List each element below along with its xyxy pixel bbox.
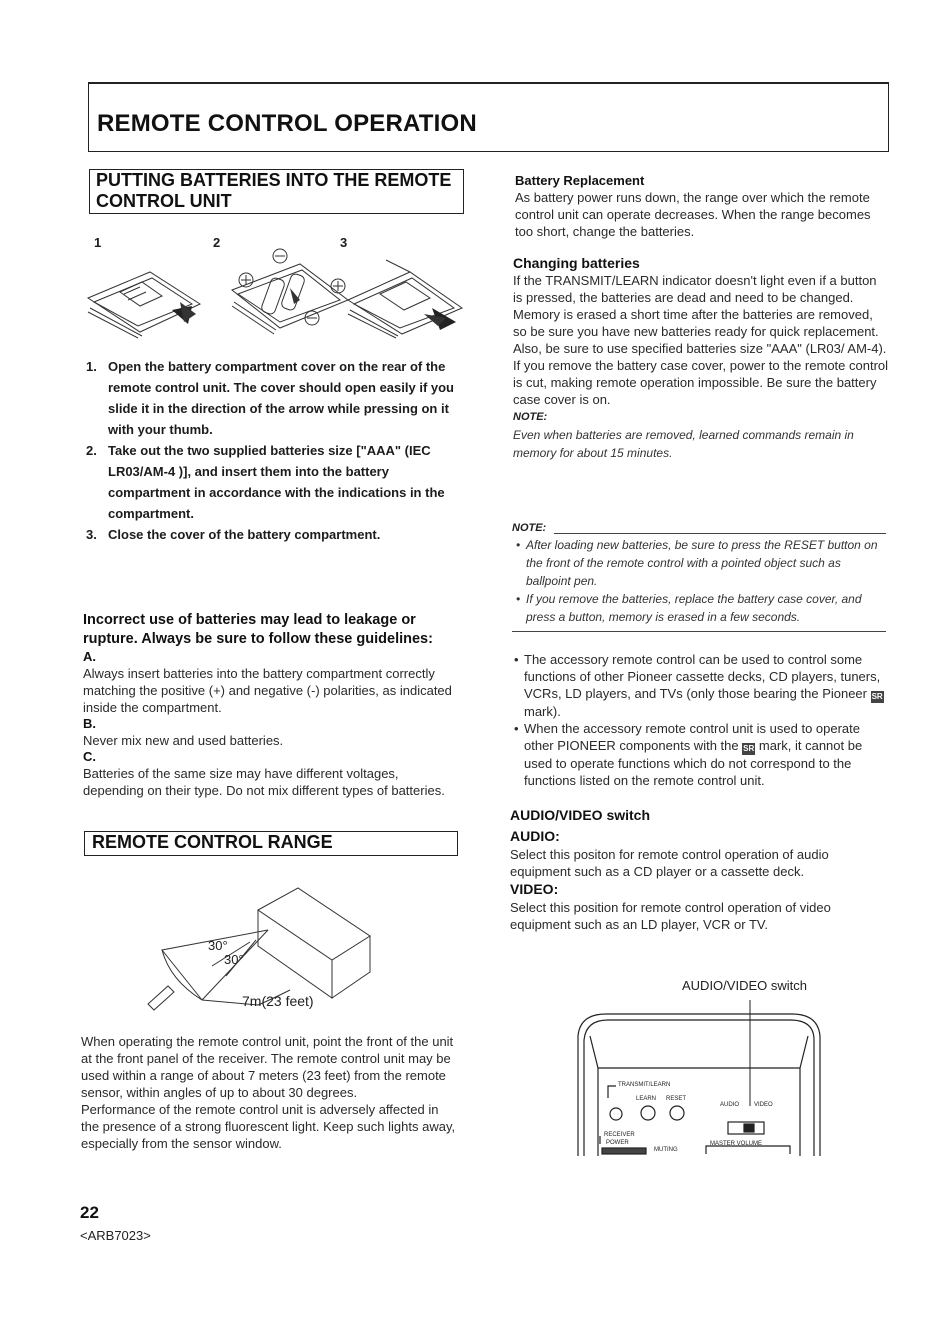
battery-figure <box>80 230 470 350</box>
av-switch-section <box>510 806 888 933</box>
accessory-item-2: • When the accessory remote control unit is used to operate other PIONEER components with the SR mark, it cannot be used to operate functions which do not correspond to the functions listed on the remote control unit. <box>514 721 863 788</box>
batteries-heading-line2: CONTROL UNIT <box>96 191 232 211</box>
accessory-item-1-end: mark). <box>524 704 561 719</box>
range-paragraph-2: Performance of the remote control unit is adversely affected in the presence of a strong fluorescent light. Keep such lights away, especially from the sensor window. <box>81 1102 456 1151</box>
muting-label: MUTING <box>654 1147 678 1153</box>
battery-replacement <box>515 172 889 240</box>
accessory-item-1-text: The accessory remote control can be used to control some functions of other Pioneer cassette decks, CD players, tuners, VCRs, LD players, and TVs (only those bearing the Pioneer <box>524 652 881 701</box>
step-2 <box>86 440 460 524</box>
battery-illustration <box>80 230 470 350</box>
audio-label: AUDIO: <box>510 828 560 844</box>
audio-text: Select this positon for remote control operation of audio equipment such as a CD player or a cassette deck. <box>510 847 829 879</box>
note-box-rule-bottom <box>512 631 886 632</box>
step-3-number: 3. <box>86 527 97 542</box>
changing-note-label: NOTE: <box>513 411 548 423</box>
step-1 <box>86 356 460 440</box>
reset-label: RESET <box>666 1096 687 1102</box>
warning-label-b: B. <box>83 716 96 731</box>
accessory-item-1: • The accessory remote control can be used to control some functions of other Pioneer cassette decks, CD players, tuners, VCRs, LD players, and TVs (only those bearing the Pioneer SR mark). <box>514 652 883 719</box>
battery-warning <box>83 611 459 799</box>
range-distance: 7m(23 feet) <box>242 993 314 1009</box>
video-label: VIDEO: <box>510 881 559 897</box>
warning-label-a: A. <box>83 649 96 664</box>
doc-code: <ARB7023> <box>80 1228 151 1243</box>
receiver-label: RECEIVER <box>604 1132 635 1138</box>
batteries-heading <box>96 170 461 212</box>
note-item-1-text: After loading new batteries, be sure to press the RESET button on the front of the remote control with a pointed object such as ballpoint pen. <box>526 538 878 588</box>
step-2-text: Take out the two supplied batteries size ["AAA" (IEC LR03/AM-4 )], and insert them into the battery compartment in accordance with the indications in the compartment. <box>108 443 445 521</box>
step-3-text: Close the cover of the battery compartment. <box>108 527 381 542</box>
page-number: 22 <box>80 1203 99 1222</box>
step-1-number: 1. <box>86 359 97 374</box>
note-box-label: NOTE: <box>512 522 547 534</box>
audio-switch-label: AUDIO <box>720 1102 740 1108</box>
range-heading: REMOTE CONTROL RANGE <box>92 832 333 852</box>
note-box-list <box>512 536 886 626</box>
av-switch-heading: AUDIO/VIDEO switch <box>510 807 651 823</box>
changing-paragraph-2: Also, be sure to use specified batteries size "AAA" (LR03/ AM-4). <box>513 341 887 356</box>
note-box-header <box>512 518 886 536</box>
changing-heading: Changing batteries <box>513 255 640 271</box>
step-1-text: Open the battery compartment cover on the rear of the remote control unit. The cover should open easily if you slide it in the direction of the arrow while pressing on it with your thumb. <box>108 359 454 437</box>
figure-label-1: 1 <box>94 235 102 250</box>
master-volume-label: MASTER VOLUME <box>710 1141 763 1147</box>
replacement-text: As battery power runs down, the range over which the remote control unit can operate decreases. When the range becomes too short, change the batteries. <box>515 190 871 239</box>
note-item-2-text: If you remove the batteries, replace the battery case cover, and press a button, memory is erased in a few seconds. <box>526 592 862 624</box>
power-label: POWER <box>606 1140 629 1146</box>
range-angle-bottom: 30° <box>224 952 244 967</box>
changing-paragraph-3: If you remove the battery case cover, power to the remote control is cut, making remote operation impossible. Be sure the battery case cover is on. <box>513 358 889 407</box>
learn-label: LEARN <box>636 1096 657 1102</box>
step-3 <box>86 524 460 545</box>
figure-label-2: 2 <box>213 235 221 250</box>
battery-steps <box>86 356 460 545</box>
page-title: REMOTE CONTROL OPERATION <box>97 110 477 137</box>
range-angle-top: 30° <box>208 938 228 953</box>
range-text <box>81 1033 457 1152</box>
transmit-learn-label: TRANSMIT/LEARN <box>618 1082 671 1088</box>
range-figure <box>140 880 380 1020</box>
video-text: Select this position for remote control operation of video equipment such as an LD player, VCR or TV. <box>510 900 831 932</box>
note-box <box>512 518 886 632</box>
changing-batteries <box>513 254 889 462</box>
note-box-rule-top <box>554 533 886 534</box>
accessory-item-2-text: When the accessory remote control unit is used to operate other PIONEER components with the <box>524 721 861 753</box>
av-figure-caption: AUDIO/VIDEO switch <box>682 978 807 993</box>
accessory-notes <box>510 651 888 789</box>
note-item-1: • After loading new batteries, be sure to press the RESET button on the front of the remote control with a pointed object such as ballpoint pen. <box>516 538 878 588</box>
warning-text-c: Batteries of the same size may have different voltages, depending on their type. Do not mix different types of batteries. <box>83 766 445 798</box>
video-switch-label: VIDEO <box>754 1102 773 1108</box>
warning-text-a: Always insert batteries into the battery compartment correctly matching the positive (+) and negative (-) polarities, as indicated inside the compartment. <box>83 666 452 715</box>
figure-label-3: 3 <box>340 235 348 250</box>
step-2-number: 2. <box>86 443 97 458</box>
note-item-2: • If you remove the batteries, replace the battery case cover, and press a button, memory is erased in a few seconds. <box>516 592 862 624</box>
warning-heading: Incorrect use of batteries may lead to leakage or rupture. Always be sure to follow these guidelines: <box>83 612 433 647</box>
range-paragraph-1: When operating the remote control unit, point the front of the unit at the front panel of the receiver. The remote control unit may be used within a range of about 7 meters (23 feet) from the remote sensor, within angles of up to about 30 degrees. <box>81 1034 454 1100</box>
sr-mark-icon: SR <box>743 744 755 753</box>
replacement-heading: Battery Replacement <box>515 173 645 188</box>
remote-figure <box>576 996 822 1156</box>
changing-note-text: Even when batteries are removed, learned commands remain in memory for about 15 minutes. <box>513 428 854 460</box>
batteries-heading-line1: PUTTING BATTERIES INTO THE REMOTE <box>96 170 452 190</box>
changing-paragraph-1: If the TRANSMIT/LEARN indicator doesn't light even if a button is pressed, the batteries are dead and need to be changed. Memory is erased a short time after the batteries are removed, so be sure you have new batteries ready for quick replacement. <box>513 273 879 339</box>
warning-text-b: Never mix new and used batteries. <box>83 733 284 748</box>
warning-label-c: C. <box>83 749 96 764</box>
accessory-item-2-end: mark, it cannot be used to operate functions which do not correspond to the functions listed on the remote control unit. <box>524 738 863 788</box>
sr-mark-icon: SR <box>871 692 883 701</box>
